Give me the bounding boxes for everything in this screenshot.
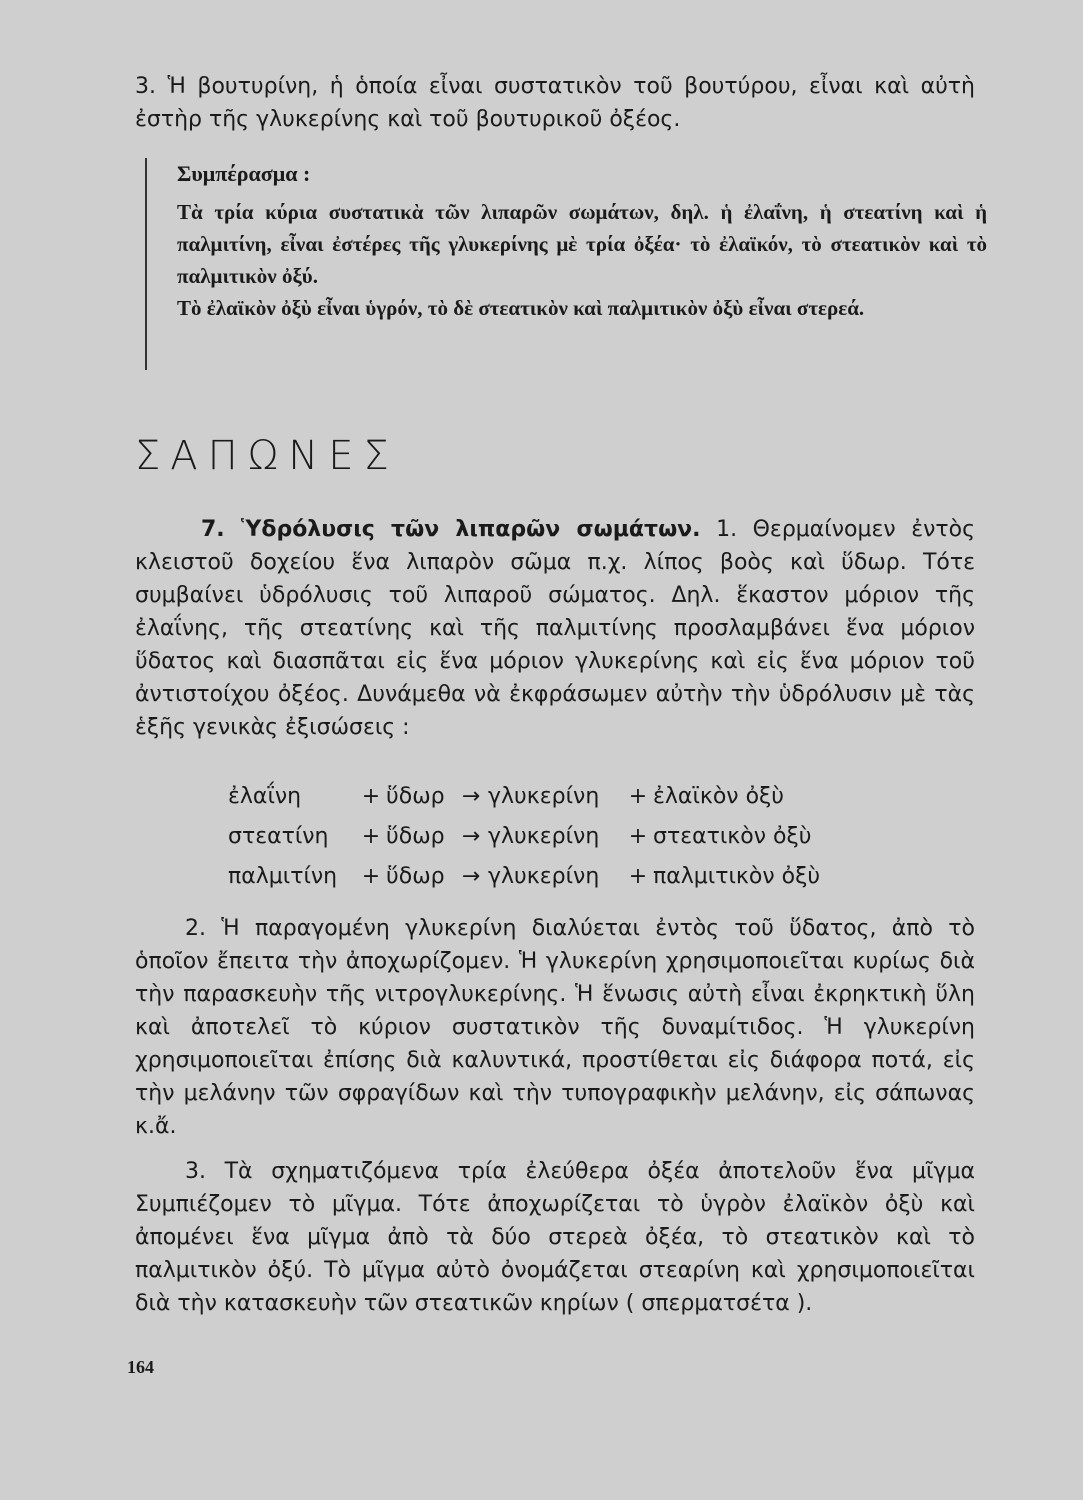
eq-arrow: → <box>461 864 481 889</box>
eq-arrow: → <box>461 784 481 809</box>
equation-2 <box>228 820 811 853</box>
conclusion-title: Συμπέρασμα : <box>177 161 311 186</box>
section-7-para1-text: 1. Θερμαίνομεν ἐντὸς κλειστοῦ δοχείου ἕνα λιπαρὸν σῶμα π.χ. λίπος βοὸς καὶ ὕδωρ. Τότε συμβαίνει ὑδρόλυσις τοῦ λιπαροῦ σώματος. Δηλ. ἕκαστον μόριον τῆς ἐλαΐνης, τῆς στεατίνης καὶ τῆς παλμιτίνης προσλαμβάνει ἕνα μόριον ὕδατος καὶ διασπᾶται εἰς ἕνα μόριον γλυκερίνης καὶ εἰς ἕνα μόριον τοῦ ἀντιστοίχου ὀξέος. Δυνάμεθα νὰ ἐκφράσωμεν αὐτὴν τὴν ὑδρόλυσιν μὲ τὰς ἑξῆς γενικὰς ἐξισώσεις : <box>135 517 975 740</box>
eq-plus: + <box>361 784 381 809</box>
eq-acid: στεατικὸν ὀξὺ <box>653 824 812 849</box>
eq-water: ὕδωρ <box>386 784 445 809</box>
section-7-paragraph-2: 2. Ἡ παραγομένη γλυκερίνη διαλύεται ἐντὸς τοῦ ὕδατος, ἀπὸ τὸ ὁποῖον ἔπειτα τὴν ἀποχωρίζομεν. Ἡ γλυκερίνη χρησιμοποιεῖται κυρίως διὰ τὴν παρασκευὴν τῆς νιτρογλυκερίνης. Ἡ ἕνωσις αὐτὴ εἶναι ἐκρηκτικὴ ὕλη καὶ ἀποτελεῖ τὸ κύριον συστατικὸν τῆς δυναμίτιδος. Ἡ γλυκερίνη χρησιμοποιεῖται ἐπίσης διὰ καλυντικά, προστίθεται εἰς διάφορα ποτά, εἰς τὴν μελάνην τῶν σφραγίδων καὶ τὴν τυπογραφικὴν μελάνην, εἰς σάπωνας κ.ἄ. <box>135 916 975 1139</box>
eq-plus: + <box>628 824 648 849</box>
eq-water: ὕδωρ <box>386 864 445 889</box>
section-heading: ΣΑΠΩΝΕΣ <box>135 433 399 479</box>
section-7-paragraph-3: 3. Τὰ σχηματιζόμενα τρία ἐλεύθερα ὀξέα ἀποτελοῦν ἕνα μῖγμα Συμπιέζομεν τὸ μῖγμα. Τότε ἀποχωρίζεται τὸ ὑγρὸν ἐλαϊκὸν ὀξὺ καὶ ἀπομένει ἕνα μῖγμα ἀπὸ τὰ δύο στερεὰ ὀξέα, τὸ στεατικὸν καὶ τὸ παλμιτικὸν ὀξύ. Τὸ μῖγμα αὐτὸ ὀνομάζεται στεαρίνη καὶ χρησιμοποιεῖται διὰ τὴν κατασκευὴν τῶν στεατικῶν κηρίων ( σπερματσέτα ). <box>135 1159 975 1316</box>
section-7-title: 7. Ὑδρόλυσις τῶν λιπαρῶν σωμάτων. <box>201 517 701 542</box>
eq-glycerin: γλυκερίνη <box>488 864 600 889</box>
page-number: 164 <box>127 1357 154 1377</box>
conclusion-text-2: Τὸ ἐλαϊκὸν ὀξὺ εἶναι ὑγρόν, τὸ δὲ στεατικὸν καὶ παλμιτικὸν ὀξὺ εἶναι στερεά. <box>177 296 865 320</box>
conclusion-text <box>177 196 987 324</box>
eq-glycerin: γλυκερίνη <box>488 824 600 849</box>
conclusion-box <box>145 158 987 370</box>
eq-reactant: ἐλαΐνη <box>228 784 302 809</box>
eq-reactant: παλμιτίνη <box>228 864 338 889</box>
eq-acid: ἐλαϊκὸν ὀξὺ <box>653 784 785 809</box>
equation-1 <box>228 780 784 813</box>
intro-paragraph-3: 3. Ἡ βουτυρίνη, ἡ ὁποία εἶναι συστατικὸν τοῦ βουτύρου, εἶναι καὶ αὐτὴ ἐστὴρ τῆς γλυκερίνης καὶ τοῦ βουτυρικοῦ ὀξέος. <box>135 74 975 132</box>
eq-arrow: → <box>461 824 481 849</box>
equation-3 <box>228 860 820 893</box>
eq-reactant: στεατίνη <box>228 824 329 849</box>
eq-plus: + <box>628 864 648 889</box>
conclusion-text-1: Τὰ τρία κύρια συστατικὰ τῶν λιπαρῶν σωμάτων, δηλ. ἡ ἐλαΐνη, ἡ στεατίνη καὶ ἡ παλμιτίνη, εἶναι ἐστέρες τῆς γλυκερίνης μὲ τρία ὀξέα· τὸ ἐλαϊκόν, τὸ στεατικὸν καὶ τὸ παλμιτικὸν ὀξύ. <box>177 200 987 288</box>
eq-plus: + <box>628 784 648 809</box>
eq-plus: + <box>361 824 381 849</box>
eq-plus: + <box>361 864 381 889</box>
eq-acid: παλμιτικὸν ὀξὺ <box>653 864 821 889</box>
section-7-paragraph-1 <box>135 513 975 744</box>
eq-water: ὕδωρ <box>386 824 445 849</box>
eq-glycerin: γλυκερίνη <box>488 784 600 809</box>
